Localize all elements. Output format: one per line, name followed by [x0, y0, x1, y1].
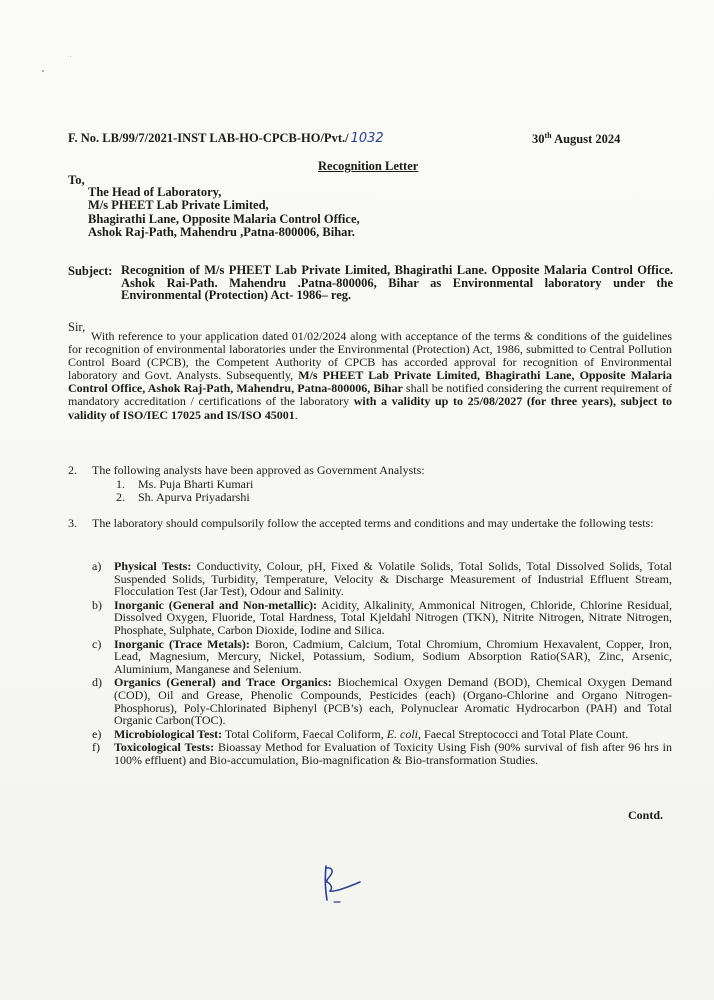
address-line: Bhagirathi Lane, Opposite Malaria Control Office,: [88, 211, 360, 226]
continued-label: Contd.: [628, 808, 664, 822]
para-bold-lab: M/s PHEET Lab Private Limited, Bhagirathi Lane, Opposite Malaria Control Office, Ashok Raj-Path, Mahendru, Patna-800006, Bihar: [68, 368, 672, 396]
test-label: Organics (General) and Trace Organics:: [114, 675, 332, 690]
test-label: Toxicological Tests:: [114, 740, 215, 755]
list-number: 1.: [116, 477, 125, 491]
address-line: The Head of Laboratory,: [88, 185, 222, 199]
para-bold-validity: with a validity up to 25/08/2027 (for three years), subject to validity of ISO/IEC 17025 and IS/ISO 45001: [68, 394, 672, 422]
file-number: [68, 131, 384, 146]
letter-date: [532, 131, 620, 147]
file-number-handwritten: 1032: [350, 131, 384, 146]
list-letter: c): [92, 636, 102, 651]
subject-text: Recognition of M/s PHEET Lab Private Limited, Bhagirathi Lane. Opposite Malaria Control Office. Ashok Rai-Path. Mahendru .Patna-800006, Bihar as Environmental laboratory under the Environmental (Protection) Act- 1986– reg.: [121, 263, 673, 303]
date-month-year: August 2024: [554, 132, 621, 147]
test-item-physical: [92, 560, 672, 598]
letter-title: Recognition Letter: [318, 159, 419, 173]
test-item-toxicological: [92, 741, 672, 766]
test-item-trace-metals: [92, 638, 672, 676]
recipient-address: [88, 186, 360, 239]
test-text: Total Coliform, Faecal Coliform,: [222, 726, 387, 741]
test-text: Biochemical Oxygen Demand (BOD), Chemical Oxygen Demand (COD), Oil and Grease, Phenolic Compounds, Pesticides (each) (Organo-Chlorine and Organo Nitrogen-Phosphorus), Poly-Chlorinated Biphenyl (PCB’s) each, Polynuclear Aromatic Hydrocarbon (PAH) and Total Organic Carbon(TOC).: [114, 675, 673, 728]
test-label: Inorganic (Trace Metals):: [114, 636, 250, 651]
para-text: .: [294, 407, 298, 422]
test-text: Bioassay Method for Evaluation of Toxicity Using Fish (90% survival of fish after 96 hrs in 100% effluent) and Bio-accumulation, Bio-magnification & Bio-transformation Studies.: [114, 740, 672, 767]
test-item-inorganic-general: [92, 599, 672, 637]
analyst-list: [116, 478, 253, 505]
address-line: Ashok Raj-Path, Mahendru ,Patna-800006, Bihar.: [88, 224, 355, 239]
test-item-microbiological: [92, 728, 672, 741]
address-line: M/s PHEET Lab Private Limited,: [88, 198, 269, 213]
test-label: Inorganic (General and Non-metallic):: [114, 597, 318, 612]
list-letter: b): [92, 597, 102, 612]
test-text-italic: E. coli: [386, 726, 419, 741]
test-text: Acidity, Alkalinity, Ammonical Nitrogen, Chloride, Chlorine Residual, Dissolved Oxygen, Fluoride, Total Hardness, Total Kjeldahl Nitrogen (TKN), Nitrite Nitrogen, Nitrate Nitrogen, Phosphate, Sulphate, Carbon Dioxide, Iodine and Silica.: [114, 597, 672, 637]
section-text: The following analysts have been approved as Government Analysts:: [92, 463, 425, 477]
scan-speck: [42, 70, 44, 72]
tests-list: [92, 560, 672, 768]
date-suffix: th: [544, 131, 552, 140]
test-text: , Faecal Streptococci and Total Plate Count.: [418, 726, 629, 741]
salutation: Sir,: [68, 320, 86, 334]
date-day: 30: [532, 132, 545, 147]
section-number: 3.: [68, 516, 77, 530]
analyst-name: Ms. Puja Bharti Kumari: [138, 477, 254, 491]
scan-speck: [70, 56, 71, 57]
section-number: 2.: [68, 463, 77, 477]
list-number: 2.: [116, 490, 125, 505]
list-item: [116, 478, 253, 491]
subject-label: Subject:: [68, 264, 113, 278]
list-letter: a): [92, 559, 102, 573]
list-letter: f): [92, 740, 100, 755]
para-text: shall be notified considering the current requirement of mandatory accreditation / certifications of the laboratory: [68, 381, 672, 409]
test-text: Conductivity, Colour, pH, Fixed & Volatile Solids, Total Solids, Total Dissolved Solids, Total Suspended Solids, Turbidity, Temperature, Velocity & Discharge Measurement of Industrial Effluent Stream, Flocculation Test (Jar Test), Odour and Salinity.: [114, 559, 672, 599]
test-text: Boron, Cadmium, Calcium, Total Chromium, Chromium Hexavalent, Copper, Iron, Lead, Magnesium, Mercury, Nickel, Potassium, Sodium, Sodium Absorption Ratio(SAR), Zinc, Arsenic, Aluminium, Manganese and Selenium.: [114, 636, 672, 676]
to-label: To,: [68, 173, 85, 187]
analyst-name: Sh. Apurva Priyadarshi: [138, 490, 250, 505]
list-letter: d): [92, 675, 102, 690]
test-label: Physical Tests:: [114, 559, 192, 573]
list-letter: e): [92, 726, 102, 741]
test-label: Microbiological Test:: [114, 726, 223, 741]
body-paragraph: [68, 330, 672, 422]
para-text: With reference to your application dated 01/02/2024 along with acceptance of the terms & conditions of the guidelines for recognition of environmental laboratories under the Environmental (Protection) Act, 1986, submitted to Central Pollution Control Board (CPCB), the Competent Authority of CPCB has accorded approval for recognition of Environmental laboratory and Govt. Analysts. Subsequently,: [68, 329, 672, 383]
test-item-organics: [92, 676, 672, 726]
section-2: [68, 464, 672, 477]
signature: [316, 858, 376, 908]
list-item: [116, 491, 253, 504]
section-3: [68, 517, 672, 530]
file-number-text: F. No. LB/99/7/2021-INST LAB-HO-CPCB-HO/Pvt./: [68, 131, 349, 145]
section-text: The laboratory should compulsorily follow the accepted terms and conditions and may undertake the following tests:: [92, 516, 654, 530]
